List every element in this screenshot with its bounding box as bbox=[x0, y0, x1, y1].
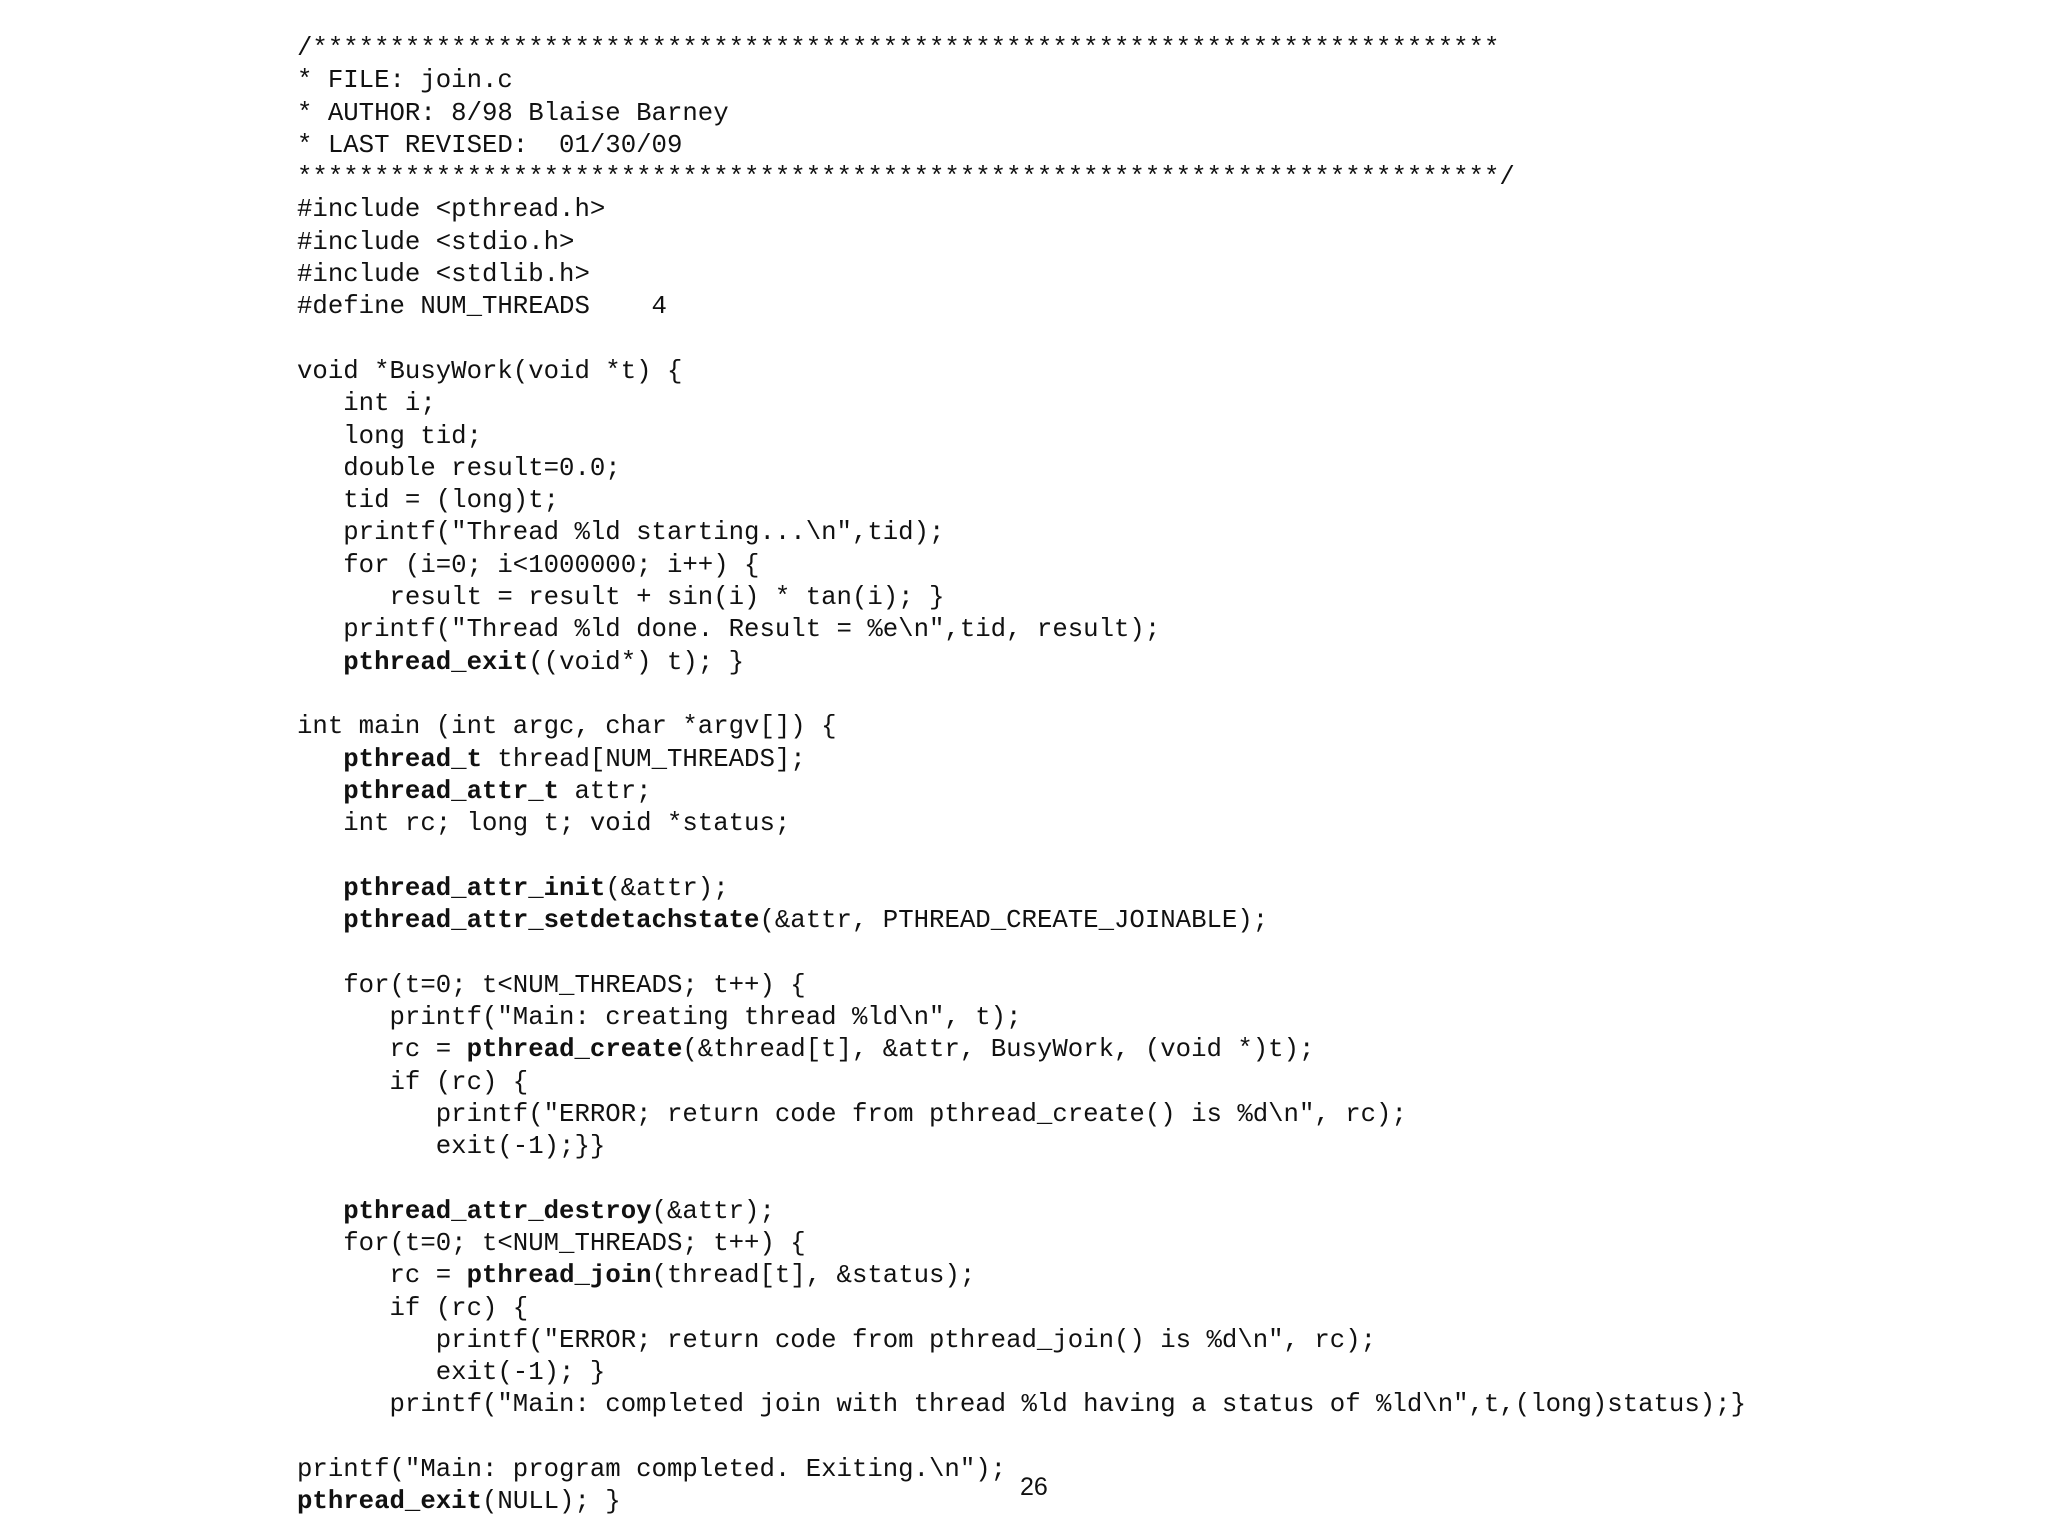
code-line bbox=[297, 808, 1746, 840]
code-text: tid = (long)t; bbox=[297, 486, 560, 516]
code-text: if (rc) { bbox=[297, 1293, 529, 1323]
code-text bbox=[297, 745, 343, 774]
code-keyword: pthread_join bbox=[466, 1261, 652, 1291]
code-line bbox=[297, 1196, 1746, 1228]
code-text: for (i=0; i<1000000; i++) { bbox=[297, 550, 760, 580]
code-line bbox=[297, 1002, 1746, 1034]
code-line bbox=[297, 421, 1746, 453]
code-text: ((void*) t); } bbox=[528, 647, 745, 677]
code-line bbox=[297, 291, 1746, 323]
code-line bbox=[297, 1293, 1746, 1325]
code-text: exit(-1); } bbox=[297, 1358, 606, 1388]
code-text bbox=[297, 906, 343, 935]
code-text: #define NUM_THREADS 4 bbox=[297, 292, 667, 322]
code-line bbox=[297, 582, 1746, 614]
code-text: printf("Thread %ld starting...\n",tid); bbox=[297, 518, 945, 548]
code-text: rc = bbox=[297, 1261, 467, 1291]
code-keyword: pthread_attr_destroy bbox=[343, 1196, 652, 1226]
code-text: ******************************************************************************/ bbox=[297, 163, 1515, 193]
code-text: #include <pthread.h> bbox=[297, 195, 606, 225]
code-line bbox=[297, 970, 1746, 1002]
code-line bbox=[297, 324, 1746, 356]
code-line bbox=[297, 1422, 1746, 1454]
code-text: printf("Main: program completed. Exiting.\n"); bbox=[297, 1455, 1007, 1485]
code-keyword: pthread_create bbox=[466, 1035, 683, 1065]
code-text: (&thread[t], &attr, BusyWork, (void *)t); bbox=[682, 1035, 1315, 1065]
code-line bbox=[297, 1325, 1746, 1357]
code-line bbox=[297, 130, 1746, 162]
code-line bbox=[297, 1067, 1746, 1099]
code-line bbox=[297, 1260, 1746, 1292]
code-line bbox=[297, 614, 1746, 646]
code-line bbox=[297, 937, 1746, 969]
code-text: printf("Main: completed join with thread %ld having a status of %ld\n",t,(long)status);} bbox=[297, 1390, 1747, 1420]
code-line bbox=[297, 1034, 1746, 1066]
code-text: /***************************************************************************** bbox=[297, 34, 1500, 63]
code-text: int rc; long t; void *status; bbox=[297, 809, 791, 839]
code-line bbox=[297, 776, 1746, 808]
code-text: for(t=0; t<NUM_THREADS; t++) { bbox=[297, 970, 806, 1000]
code-text: * LAST REVISED: 01/30/09 bbox=[297, 130, 683, 160]
code-line bbox=[297, 550, 1746, 582]
code-line bbox=[297, 1131, 1746, 1163]
code-text: exit(-1);}} bbox=[297, 1132, 606, 1162]
code-text: result = result + sin(i) * tan(i); } bbox=[297, 583, 945, 613]
code-text: for(t=0; t<NUM_THREADS; t++) { bbox=[297, 1228, 806, 1258]
code-line bbox=[297, 65, 1746, 97]
code-line bbox=[297, 679, 1746, 711]
code-line bbox=[297, 485, 1746, 517]
code-text bbox=[297, 648, 343, 677]
code-text: long tid; bbox=[297, 421, 482, 451]
code-text: (&attr); bbox=[605, 873, 729, 903]
code-text: int i; bbox=[297, 389, 436, 419]
code-text: * FILE: join.c bbox=[297, 66, 513, 96]
code-text: (&attr); bbox=[651, 1196, 775, 1226]
code-text: thread[NUM_THREADS]; bbox=[482, 744, 806, 774]
code-keyword: pthread_attr_setdetachstate bbox=[343, 906, 760, 936]
code-line bbox=[297, 840, 1746, 872]
code-text: if (rc) { bbox=[297, 1067, 529, 1097]
page-number: 26 bbox=[1020, 1473, 1048, 1501]
code-line bbox=[297, 647, 1746, 679]
code-text: #include <stdio.h> bbox=[297, 227, 575, 257]
code-line bbox=[297, 517, 1746, 549]
code-keyword: pthread_attr_init bbox=[343, 873, 606, 903]
code-text: (NULL); } bbox=[481, 1487, 621, 1517]
code-text: double result=0.0; bbox=[297, 453, 621, 483]
code-text: printf("Main: creating thread %ld\n", t); bbox=[297, 1002, 1022, 1032]
code-text: (thread[t], &status); bbox=[651, 1261, 976, 1291]
code-line bbox=[297, 356, 1746, 388]
code-text: printf("ERROR; return code from pthread_create() is %d\n", rc); bbox=[297, 1099, 1407, 1129]
code-line bbox=[297, 1228, 1746, 1260]
code-line bbox=[297, 1163, 1746, 1195]
code-keyword: pthread_t bbox=[343, 744, 482, 774]
code-keyword: pthread_attr_t bbox=[343, 776, 560, 806]
code-text: #include <stdlib.h> bbox=[297, 260, 590, 290]
code-line bbox=[297, 873, 1746, 905]
code-text: void *BusyWork(void *t) { bbox=[297, 356, 683, 386]
code-line bbox=[297, 162, 1746, 194]
code-line bbox=[297, 98, 1746, 130]
code-line bbox=[297, 227, 1746, 259]
code-text: int main (int argc, char *argv[]) { bbox=[297, 712, 837, 742]
code-text: printf("Thread %ld done. Result = %e\n",tid, result); bbox=[297, 615, 1161, 645]
code-line bbox=[297, 744, 1746, 776]
code-line bbox=[297, 1099, 1746, 1131]
code-keyword: pthread_exit bbox=[343, 647, 529, 677]
code-text: printf("ERROR; return code from pthread_join() is %d\n", rc); bbox=[297, 1325, 1377, 1355]
code-text bbox=[297, 1197, 343, 1226]
code-line bbox=[297, 1357, 1746, 1389]
code-line bbox=[297, 259, 1746, 291]
code-line bbox=[297, 1389, 1746, 1421]
code-keyword: pthread_exit bbox=[297, 1487, 482, 1517]
code-text bbox=[297, 777, 343, 806]
code-text: (&attr, PTHREAD_CREATE_JOINABLE); bbox=[759, 906, 1269, 936]
code-line bbox=[297, 711, 1746, 743]
code-line bbox=[297, 388, 1746, 420]
code-line bbox=[297, 453, 1746, 485]
code-line bbox=[297, 194, 1746, 226]
code-text: attr; bbox=[559, 776, 652, 806]
code-text bbox=[297, 874, 343, 903]
code-text: * AUTHOR: 8/98 Blaise Barney bbox=[297, 98, 729, 128]
code-line bbox=[297, 905, 1746, 937]
code-listing bbox=[297, 33, 1746, 1519]
code-line bbox=[297, 33, 1746, 65]
code-text: rc = bbox=[297, 1035, 467, 1065]
